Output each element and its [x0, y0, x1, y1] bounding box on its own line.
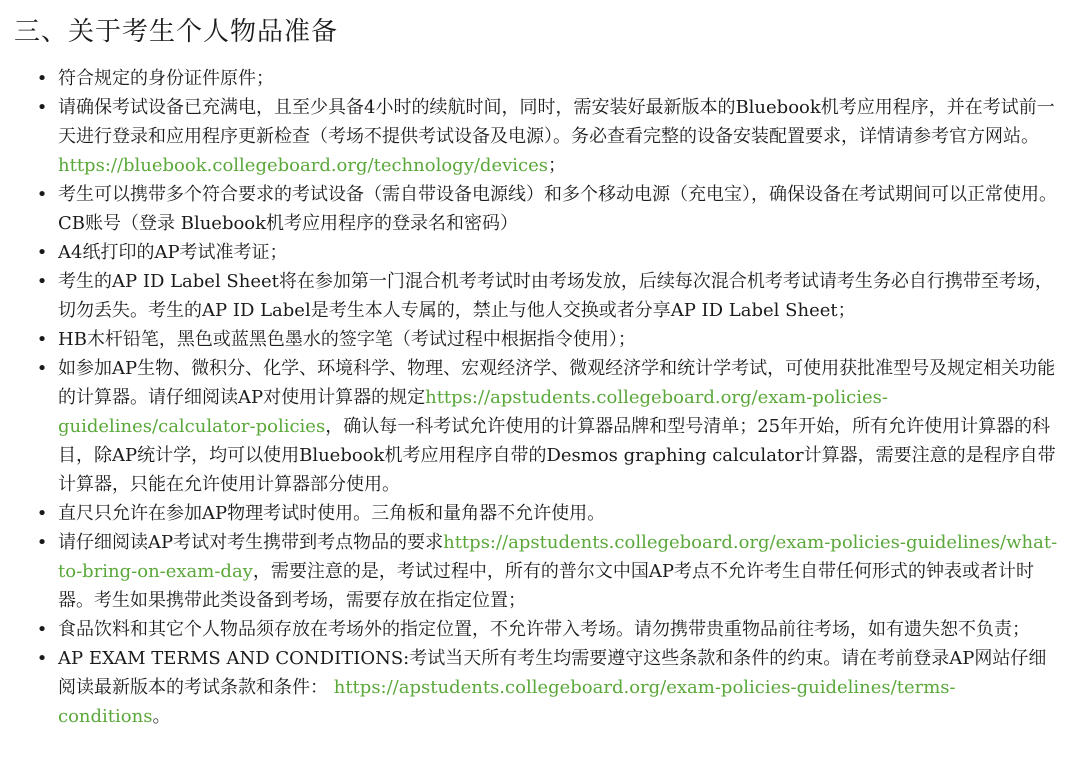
list-item	[14, 354, 1062, 499]
bullet-icon: •	[36, 68, 48, 89]
url-link[interactable]: https://apstudents.collegeboard.org/exam-policies-guidelines/terms-conditions	[58, 677, 956, 727]
item-text: ，需要注意的是，考试过程中，所有的普尔文中国AP考点不允许考生自带任何形式的钟表或者计时器。考生如果携带此类设备到考场，需要存放在指定位置；	[58, 561, 1034, 611]
url-link[interactable]: https://apstudents.collegeboard.org/exam-policies-guidelines/what-to-bring-on-exam-day	[58, 532, 1058, 582]
item-text: 直尺只允许在参加AP物理考试时使用。三角板和量角器不允许使用。	[58, 503, 606, 524]
bullet-icon: •	[36, 503, 48, 524]
item-text: AP EXAM TERMS AND CONDITIONS:考试当天所有考生均需要遵守这些条款和条件的约束。请在考前登录AP网站仔细阅读最新版本的考试条款和条件：	[58, 648, 1047, 698]
item-text: 符合规定的身份证件原件；	[58, 68, 274, 89]
list-item	[14, 528, 1062, 615]
bullet-icon: •	[36, 648, 48, 669]
bullet-icon: •	[36, 271, 48, 292]
item-text: 如参加AP生物、微积分、化学、环境科学、物理、宏观经济学、微观经济学和统计学考试，可使用获批准型号及规定相关功能的计算器。请仔细阅读AP对使用计算器的规定	[58, 358, 1056, 408]
item-text: 食品饮料和其它个人物品须存放在考场外的指定位置，不允许带入考场。请勿携带贵重物品前往考场，如有遗失恕不负责；	[58, 619, 1030, 640]
item-text: 请仔细阅读AP考试对考生携带到考点物品的要求	[58, 532, 444, 553]
bullet-icon: •	[36, 532, 48, 553]
list-item	[14, 93, 1062, 180]
list-item	[14, 64, 1062, 93]
item-text: 考生可以携带多个符合要求的考试设备（需自带设备电源线）和多个移动电源（充电宝），确保设备在考试期间可以正常使用。CB账号（登录 Bluebook机考应用程序的登录名和密码）	[58, 184, 1057, 234]
item-text: ，确认每一科考试允许使用的计算器品牌和型号清单；25年开始，所有允许使用计算器的科目，除AP统计学，均可以使用Bluebook机考应用程序自带的Desmos graphing calculator计算器，需要注意的是程序自带计算器，只能在允许使用计算器部分使用。	[58, 416, 1056, 495]
list-item	[14, 238, 1062, 267]
section-title: 三、关于考生个人物品准备	[14, 17, 339, 47]
bullet-icon: •	[36, 242, 48, 263]
bullet-icon: •	[36, 329, 48, 350]
item-text: 。	[152, 706, 171, 727]
list-item	[14, 325, 1062, 354]
item-text: HB木杆铅笔，黑色或蓝黑色墨水的签字笔（考试过程中根据指令使用）；	[58, 329, 636, 350]
bullet-icon: •	[36, 358, 48, 379]
item-text: 请确保考试设备已充满电，且至少具备4小时的续航时间，同时，需安装好最新版本的Bluebook机考应用程序，并在考试前一天进行登录和应用程序更新检查（考场不提供考试设备及电源）。务必查看完整的设备安装配置要求，详情请参考官方网站。	[58, 97, 1055, 147]
list-item	[14, 180, 1062, 238]
list-item	[14, 615, 1062, 644]
item-text: A4纸打印的AP考试准考证；	[58, 242, 288, 263]
list-item	[14, 499, 1062, 528]
item-text: ；	[548, 155, 566, 176]
list-item	[14, 644, 1062, 731]
list-item	[14, 267, 1062, 325]
bullet-icon: •	[36, 97, 48, 118]
bullet-icon: •	[36, 184, 48, 205]
item-text: 考生的AP ID Label Sheet将在参加第一门混合机考考试时由考场发放，后续每次混合机考考试请考生务必自行携带至考场，切勿丢失。考生的AP ID Label是考生本人专属的，禁止与他人交换或者分享AP ID Label Sheet；	[58, 271, 1053, 321]
bullet-icon: •	[36, 619, 48, 640]
url-link[interactable]: https://apstudents.collegeboard.org/exam-policies-guidelines/calculator-policies	[58, 387, 888, 437]
requirements-list	[14, 64, 1062, 731]
url-link[interactable]: https://bluebook.collegeboard.org/technology/devices	[58, 155, 548, 176]
